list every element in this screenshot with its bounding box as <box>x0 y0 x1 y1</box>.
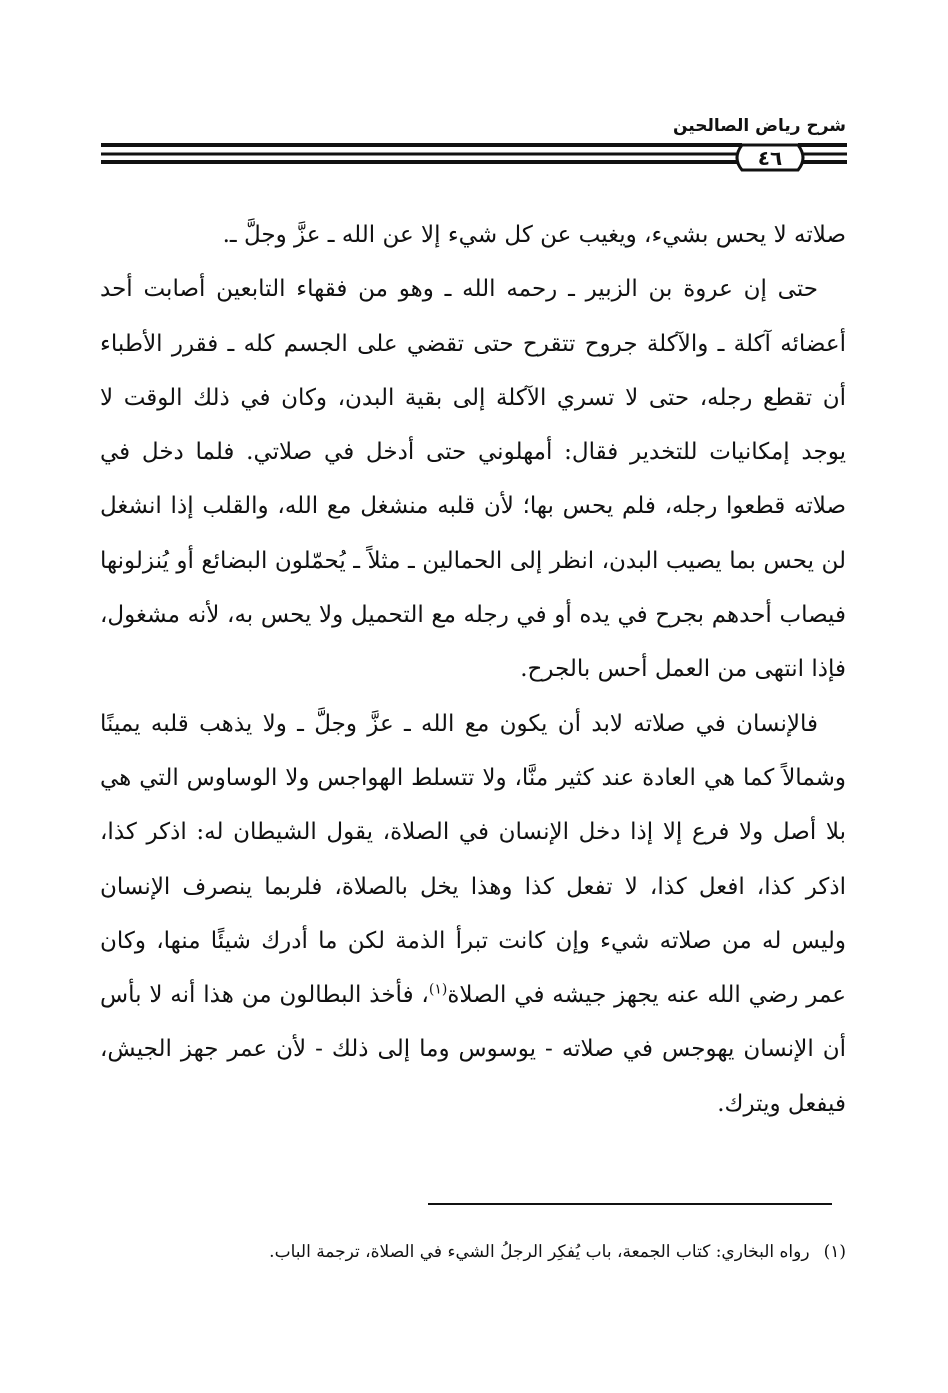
paragraph <box>100 697 846 1131</box>
main-text <box>100 208 846 1131</box>
page-header <box>0 0 948 190</box>
paragraph-text: حتى إن عروة بن الزبير ـ رحمه الله ـ وهو من فقهاء التابعين أصابت أحد أعضائه آكلة ـ والآكلة جروح تتقرح حتى تقضي على الجسم كله ـ فقرر الأطباء أن تقطع رجله، حتى لا تسري الآكلة إلى بقية البدن، وكان في ذلك الوقت لا يوجد إمكانيات للتخدير فقال: أمهلوني حتى أدخل في صلاتي. فلما دخل في صلاته قطعوا رجله، فلم يحس بها؛ لأن قلبه منشغل مع الله، والقلب إذا انشغل لن يحس بما يصيب البدن، انظر إلى الحمالين ـ مثلاً ـ يُحمّلون البضائع أو يُنزلونها فيصاب أحدهم بجرح في يده أو في رجله مع التحميل ولا يحس به، لأنه مشغول، فإذا انتهى من العمل أحس بالجرح. <box>100 276 846 683</box>
header-rules <box>0 0 948 190</box>
paragraph <box>100 262 846 696</box>
footnote-number: (١) <box>823 1242 846 1262</box>
footnote-separator <box>428 1203 832 1205</box>
paragraph-text: ، فأخذ البطالون من هذا أنه لا بأس أن الإنسان يهوجس في صلاته - يوسوس وما إلى ذلك - لأن عمر جهز الجيش، فيفعل ويترك. <box>100 982 846 1117</box>
paragraph-text: صلاته لا يحس بشيء، ويغيب عن كل شيء إلا عن الله ـ عزَّ وجلَّ ـ. <box>222 222 846 248</box>
paragraph-text: فالإنسان في صلاته لابد أن يكون مع الله ـ عزَّ وجلَّ ـ ولا يذهب قلبه يمينًا وشمالاً كما هي العادة عند كثير منَّا، ولا تتسلط الهواجس ولا الوساوس التي هي بلا أصل ولا فرع إلا إذا دخل الإنسان في الصلاة، يقول الشيطان له: اذكر كذا، اذكر كذا، افعل كذا، لا تفعل كذا وهذا يخل بالصلاة، فلربما ينصرف الإنسان وليس له من صلاته شيء وإن كانت تبرأ الذمة لكن ما أدرك شيئًا منها، وكان عمر رضي الله عنه يجهز جيشه في الصلاة <box>100 710 846 1009</box>
footnote <box>100 1238 846 1266</box>
page-number: ٤٦ <box>757 146 783 170</box>
footnote-text: رواه البخاري: كتاب الجمعة، باب يُفكِر الرجلُ الشيء في الصلاة، ترجمة الباب. <box>269 1242 810 1262</box>
paragraph <box>100 208 846 262</box>
book-title: شرح رياض الصالحين <box>672 116 846 136</box>
footnote-reference[interactable]: (١) <box>428 981 448 998</box>
